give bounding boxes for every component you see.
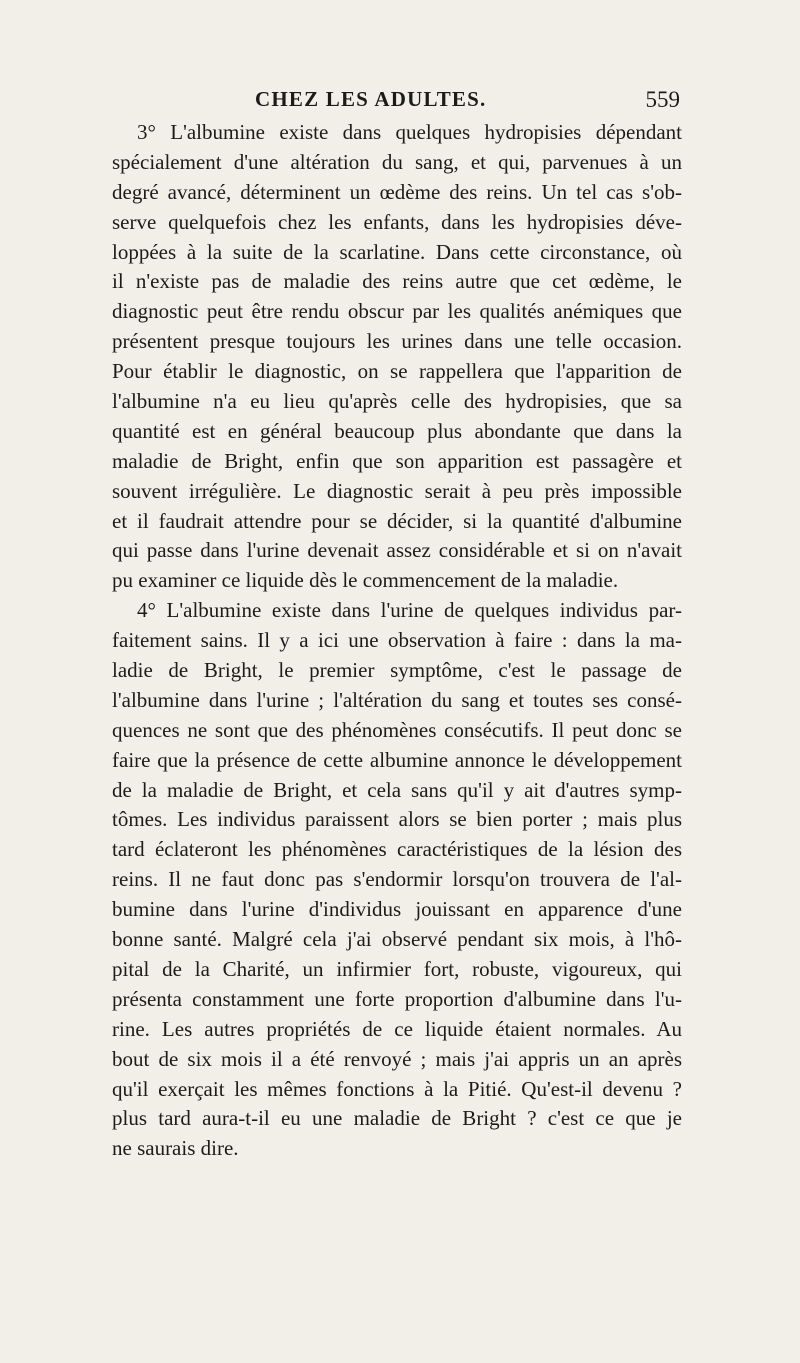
text-line: rine. Les autres propriétés de ce liquide étaient normales. Au	[112, 1016, 682, 1041]
text-line: 4° L'albumine existe dans l'urine de quelques individus par-	[137, 598, 682, 623]
text-line: ladie de Bright, le premier symptôme, c'est le passage de	[112, 658, 682, 683]
text-line: qu'il exerçait les mêmes fonctions à la Pitié. Qu'est-il devenu ?	[112, 1076, 682, 1101]
text-line: souvent irrégulière. Le diagnostic serait à peu près impossible	[112, 478, 682, 503]
text-line: reins. Il ne faut donc pas s'endormir lorsqu'on trouvera de l'al-	[112, 867, 682, 892]
text-line: plus tard aura-t-il eu une maladie de Bright ? c'est ce que je	[112, 1106, 682, 1131]
text-line: présentent presque toujours les urines dans une telle occasion.	[112, 329, 682, 354]
text-line: et il faudrait attendre pour se décider, si la quantité d'albumine	[112, 508, 682, 533]
text-line: Pour établir le diagnostic, on se rappellera que l'apparition de	[112, 359, 682, 384]
text-line: quantité est en général beaucoup plus abondante que dans la	[112, 418, 682, 443]
text-line: l'albumine dans l'urine ; l'altération du sang et toutes ses consé-	[112, 687, 682, 712]
text-line: maladie de Bright, enfin que son apparition est passagère et	[112, 448, 682, 473]
text-line: faire que la présence de cette albumine annonce le développement	[112, 747, 682, 772]
text-line: loppées à la suite de la scarlatine. Dans cette circonstance, où	[112, 239, 682, 264]
text-line: bout de six mois il a été renvoyé ; mais j'ai appris un an après	[112, 1046, 682, 1071]
text-line: pital de la Charité, un infirmier fort, robuste, vigoureux, qui	[112, 956, 682, 981]
text-line: faitement sains. Il y a ici une observation à faire : dans la ma-	[112, 628, 682, 653]
text-line: présenta constamment une forte proportion d'albumine dans l'u-	[112, 986, 682, 1011]
text-line: qui passe dans l'urine devenait assez considérable et si on n'avait	[112, 538, 682, 563]
text-line: il n'existe pas de maladie des reins autre que cet œdème, le	[112, 269, 682, 294]
text-line: pu examiner ce liquide dès le commencement de la maladie.	[112, 568, 619, 593]
text-line: bumine dans l'urine d'individus jouissant en apparence d'une	[112, 897, 682, 922]
text-line: spécialement d'une altération du sang, et qui, parvenues à un	[112, 149, 682, 174]
body-text	[112, 118, 682, 1164]
running-title: CHEZ LES ADULTES.	[255, 87, 487, 111]
running-head	[150, 87, 680, 117]
text-line: 3° L'albumine existe dans quelques hydropisies dépendant	[137, 120, 682, 144]
text-line: ne saurais dire.	[112, 1136, 239, 1161]
text-line: serve quelquefois chez les enfants, dans les hydropisies déve-	[112, 209, 682, 234]
text-line: degré avancé, déterminent un œdème des reins. Un tel cas s'ob-	[112, 179, 682, 204]
text-line: quences ne sont que des phénomènes consécutifs. Il peut donc se	[112, 717, 682, 742]
text-line: de la maladie de Bright, et cela sans qu'il y ait d'autres symp-	[112, 777, 682, 802]
text-line: l'albumine n'a eu lieu qu'après celle des hydropisies, que sa	[112, 389, 682, 414]
page-number: 559	[645, 87, 680, 112]
text-line: tômes. Les individus paraissent alors se bien porter ; mais plus	[112, 807, 682, 832]
text-line: tard éclateront les phénomènes caractéristiques de la lésion des	[112, 837, 682, 862]
text-line: bonne santé. Malgré cela j'ai observé pendant six mois, à l'hô-	[112, 927, 682, 952]
text-line: diagnostic peut être rendu obscur par les qualités anémiques que	[112, 299, 682, 324]
